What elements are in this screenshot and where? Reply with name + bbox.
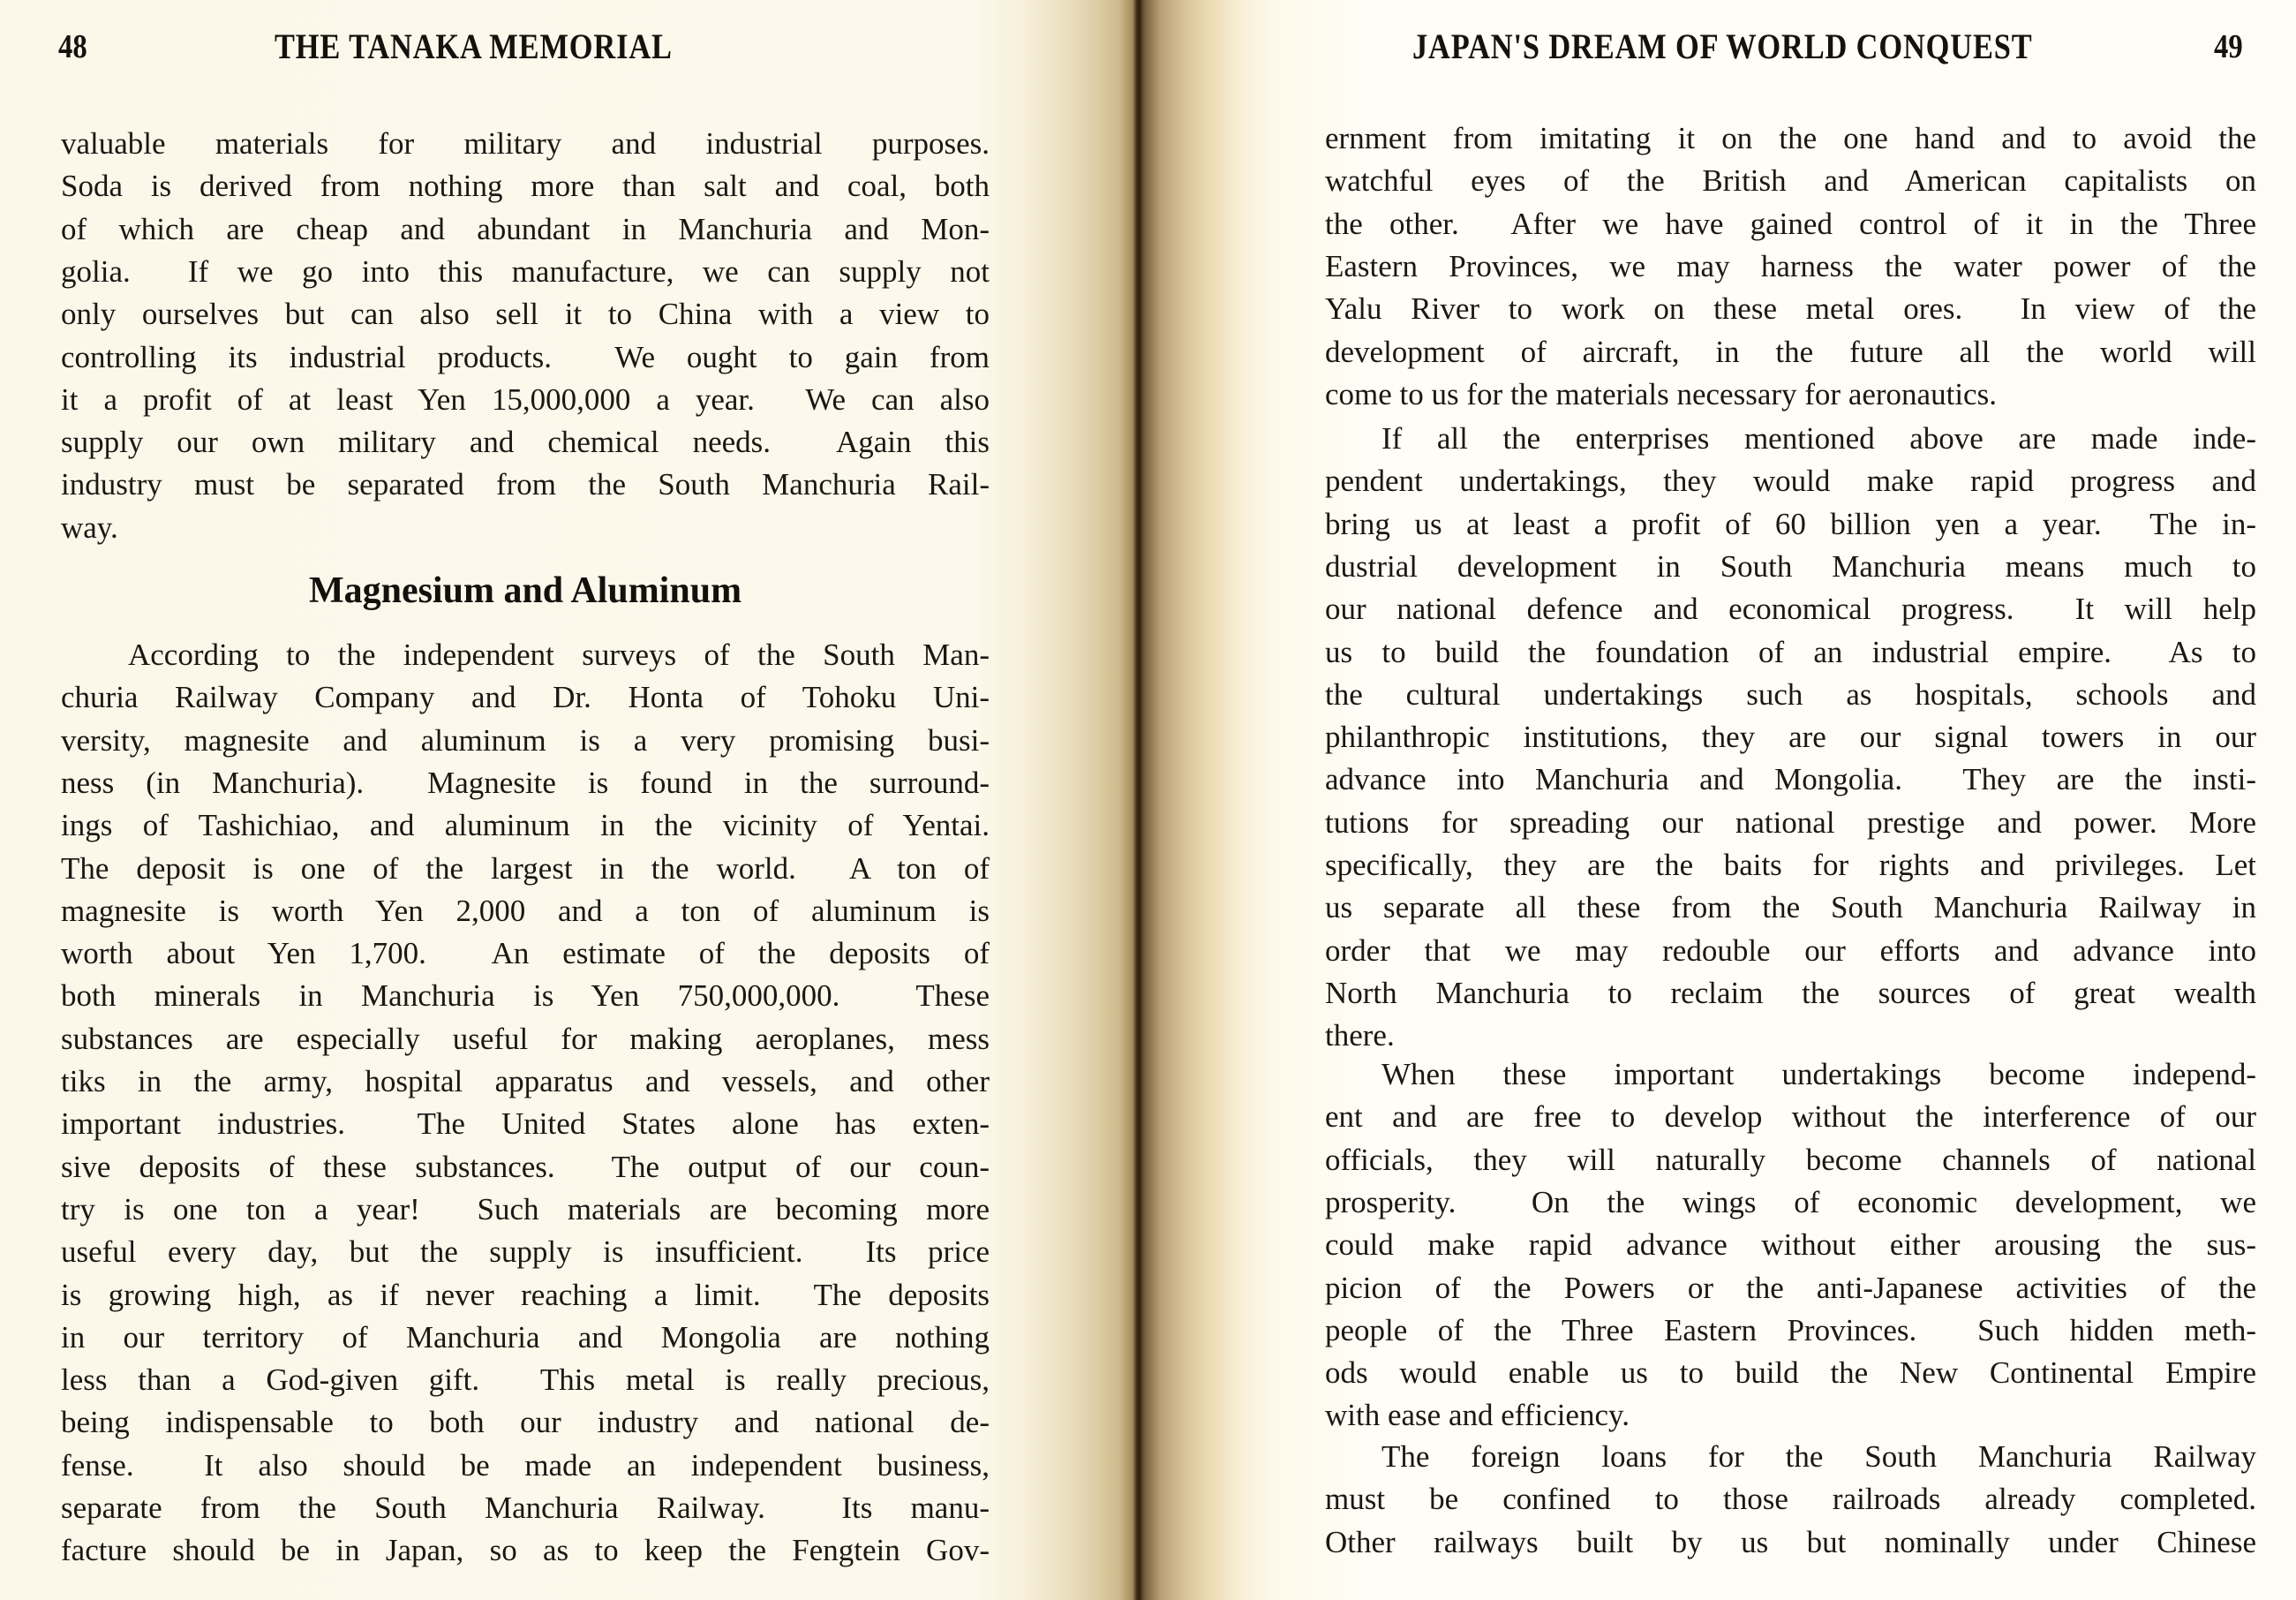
- text-line: The deposit is one of the largest in the world. A ton of: [61, 850, 990, 886]
- text-line: tutions for spreading our national prestige and power. More: [1325, 804, 2256, 840]
- text-line: Eastern Provinces, we may harness the water power of the: [1325, 248, 2256, 283]
- page-number-left: 48: [58, 28, 87, 65]
- page-number-right: 49: [2214, 28, 2243, 65]
- text-line: of which are cheap and abundant in Manchuria and Mon-: [61, 211, 990, 246]
- text-line: When these important undertakings become independ-: [1381, 1057, 2256, 1091]
- text-line: being indispensable to both our industry and national de-: [61, 1405, 990, 1440]
- text-line: industry must be separated from the South Manchuria Rail-: [61, 467, 990, 502]
- text-line: Yalu River to work on these metal ores. In view of the: [1325, 291, 2256, 327]
- text-line: the cultural undertakings such as hospitals, schools and: [1325, 676, 2256, 712]
- text-line: could make rapid advance without either arousing the sus-: [1325, 1227, 2256, 1263]
- left-page: [0, 0, 1140, 1600]
- text-line: less than a God-given gift. This metal is really precious,: [61, 1362, 990, 1398]
- text-line: fense. It also should be made an independent business,: [61, 1447, 990, 1483]
- text-line: philanthropic institutions, they are our signal towers in our: [1325, 720, 2256, 755]
- text-line: ernment from imitating it on the one hand and to avoid the: [1325, 121, 2256, 155]
- text-line: it a profit of at least Yen 15,000,000 a year. We can also: [61, 381, 990, 417]
- text-line: sive deposits of these substances. The output of our coun-: [61, 1149, 990, 1184]
- text-line: tiks in the army, hospital apparatus and vessels, and other: [61, 1064, 990, 1098]
- text-line: is growing high, as if never reaching a limit. The deposits: [61, 1277, 990, 1312]
- text-line: specifically, they are the baits for rights and privileges. Let: [1325, 848, 2256, 882]
- text-line: ness (in Manchuria). Magnesite is found in the surround-: [61, 765, 990, 800]
- text-line: facture should be in Japan, so as to keep the Fengtein Gov-: [61, 1533, 990, 1568]
- text-line: development of aircraft, in the future all the world will: [1325, 334, 2256, 369]
- text-line: If all the enterprises mentioned above are made inde-: [1381, 421, 2256, 456]
- text-line: both minerals in Manchuria is Yen 750,000,000. These: [61, 978, 990, 1014]
- text-line: advance into Manchuria and Mongolia. They are the insti-: [1325, 762, 2256, 797]
- text-line: important industries. The United States alone has exten-: [61, 1106, 990, 1142]
- text-line: only ourselves but can also sell it to China with a view to: [61, 297, 990, 332]
- text-line: North Manchuria to reclaim the sources of great wealth: [1325, 975, 2256, 1010]
- text-line: substances are especially useful for making aeroplanes, mess: [61, 1021, 990, 1056]
- text-line: people of the Three Eastern Provinces. Such hidden meth-: [1325, 1312, 2256, 1347]
- text-line: The foreign loans for the South Manchuria Railway: [1381, 1439, 2256, 1474]
- text-line: Soda is derived from nothing more than salt and coal, both: [61, 169, 990, 204]
- text-line: ods would enable us to build the New Continental Empire: [1325, 1355, 2256, 1391]
- text-line: pendent undertakings, they would make rapid progress and: [1325, 464, 2256, 499]
- text-line: try is one ton a year! Such materials are becoming more: [61, 1191, 990, 1226]
- text-line: there.: [1325, 1018, 1395, 1053]
- text-line: come to us for the materials necessary for aeronautics.: [1325, 376, 1997, 411]
- text-line: prosperity. On the wings of economic development, we: [1325, 1184, 2256, 1219]
- text-line: way.: [61, 509, 118, 545]
- text-line: Other railways built by us but nominally under Chinese: [1325, 1524, 2256, 1559]
- text-line: officials, they will naturally become channels of national: [1325, 1142, 2256, 1177]
- text-line: golia. If we go into this manufacture, we can supply not: [61, 253, 990, 289]
- text-line: the other. After we have gained control of it in the Three: [1325, 206, 2256, 241]
- text-line: with ease and efficiency.: [1325, 1398, 1630, 1433]
- text-line: magnesite is worth Yen 2,000 and a ton of aluminum is: [61, 893, 990, 928]
- text-line: must be confined to those railroads already completed.: [1325, 1482, 2256, 1517]
- text-line: supply our own military and chemical needs. Again this: [61, 425, 990, 460]
- text-line: bring us at least a profit of 60 billion yen a year. The in-: [1325, 506, 2256, 541]
- text-line: us separate all these from the South Manchuria Railway in: [1325, 890, 2256, 925]
- text-line: churia Railway Company and Dr. Honta of Tohoku Uni-: [61, 680, 990, 715]
- running-head-left: THE TANAKA MEMORIAL: [275, 26, 673, 66]
- running-head-right: JAPAN'S DREAM OF WORLD CONQUEST: [1412, 26, 2033, 66]
- book-gutter: [1133, 0, 1142, 1600]
- text-line: versity, magnesite and aluminum is a very promising busi-: [61, 722, 990, 758]
- text-line: controlling its industrial products. We ought to gain from: [61, 339, 990, 374]
- text-line: order that we may redouble our efforts and advance into: [1325, 932, 2256, 968]
- text-line: picion of the Powers or the anti-Japanese activities of the: [1325, 1270, 2256, 1305]
- section-heading: Magnesium and Aluminum: [308, 570, 742, 611]
- text-line: useful every day, but the supply is insufficient. Its price: [61, 1234, 990, 1270]
- text-line: According to the independent surveys of the South Man-: [128, 638, 990, 672]
- text-line: us to build the foundation of an industrial empire. As to: [1325, 634, 2256, 669]
- text-line: valuable materials for military and industrial purposes.: [61, 126, 990, 161]
- text-line: in our territory of Manchuria and Mongolia are nothing: [61, 1319, 990, 1355]
- text-line: ings of Tashichiao, and aluminum in the vicinity of Yentai.: [61, 808, 990, 843]
- text-line: dustrial development in South Manchuria means much to: [1325, 548, 2256, 584]
- text-line: watchful eyes of the British and American capitalists on: [1325, 163, 2256, 199]
- text-line: worth about Yen 1,700. An estimate of the deposits of: [61, 936, 990, 971]
- text-line: our national defence and economical progress. It will help: [1325, 592, 2256, 627]
- text-line: separate from the South Manchuria Railway. Its manu-: [61, 1491, 990, 1525]
- right-page: [1140, 0, 2296, 1600]
- text-line: ent and are free to develop without the interference of our: [1325, 1099, 2256, 1135]
